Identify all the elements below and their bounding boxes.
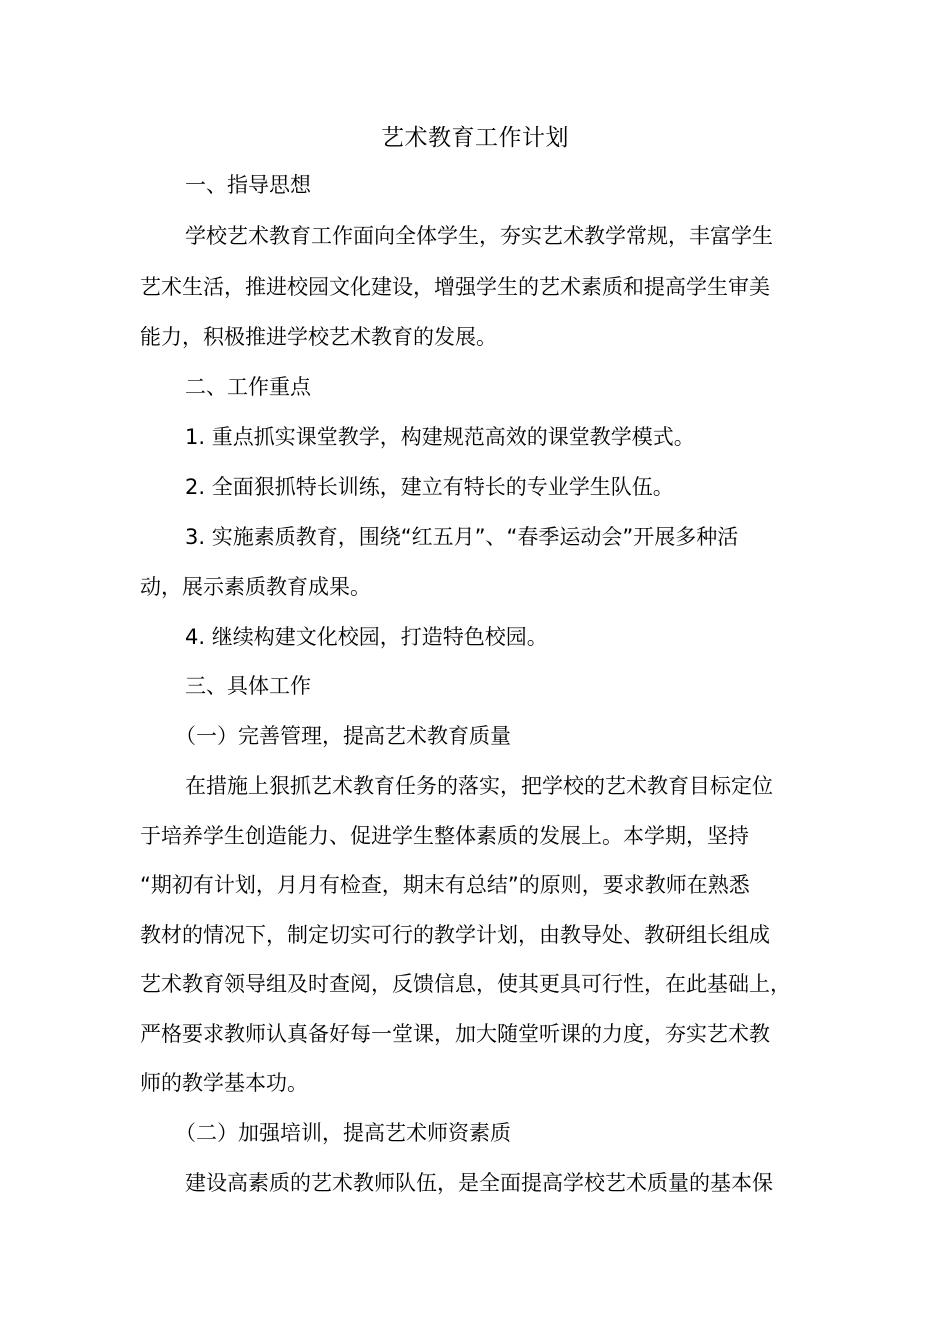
subsection-heading: （二）加强培训，提高艺术师资素质	[175, 1121, 511, 1145]
list-item: 4. 继续构建文化校园，打造特色校园。	[185, 625, 548, 649]
paragraph-line: 在措施上狠抓艺术教育任务的落实，把学校的艺术教育目标定位	[185, 774, 773, 798]
paragraph-line: 师的教学基本功。	[140, 1071, 308, 1095]
section-heading-guiding-ideology: 一、指导思想	[185, 173, 311, 197]
paragraph-line: 能力，积极推进学校艺术教育的发展。	[140, 325, 497, 349]
paragraph-line: 教材的情况下，制定切实可行的教学计划，由教导处、教研组长组成	[140, 923, 770, 947]
paragraph-line: 于培养学生创造能力、促进学生整体素质的发展上。本学期，坚持	[140, 824, 749, 848]
paragraph-line: “期初有计划，月月有检查，期末有总结”的原则，要求教师在熟悉	[140, 873, 750, 897]
list-item: 3. 实施素质教育，围绕“红五月”、“春季运动会”开展多种活	[185, 525, 739, 549]
list-item: 1. 重点抓实课堂教学，构建规范高效的课堂教学模式。	[185, 425, 695, 449]
paragraph-line: 建设高素质的艺术教师队伍，是全面提高学校艺术质量的基本保	[185, 1171, 773, 1195]
section-heading-specific-work: 三、具体工作	[185, 674, 311, 698]
paragraph-line: 学校艺术教育工作面向全体学生，夯实艺术教学常规，丰富学生	[185, 224, 773, 248]
list-item-continuation: 动，展示素质教育成果。	[140, 575, 371, 599]
paragraph-line: 严格要求教师认真备好每一堂课，加大随堂听课的力度，夯实艺术教	[140, 1022, 770, 1046]
document-title: 艺术教育工作计划	[381, 125, 569, 151]
paragraph-line: 艺术生活，推进校园文化建设，增强学生的艺术素质和提高学生审美	[140, 275, 770, 299]
list-item: 2. 全面狠抓特长训练，建立有特长的专业学生队伍。	[185, 475, 674, 499]
section-heading-work-focus: 二、工作重点	[185, 375, 311, 399]
paragraph-line: 艺术教育领导组及时查阅，反馈信息，使其更具可行性，在此基础上，	[140, 972, 791, 996]
subsection-heading: （一）完善管理，提高艺术教育质量	[175, 724, 511, 748]
